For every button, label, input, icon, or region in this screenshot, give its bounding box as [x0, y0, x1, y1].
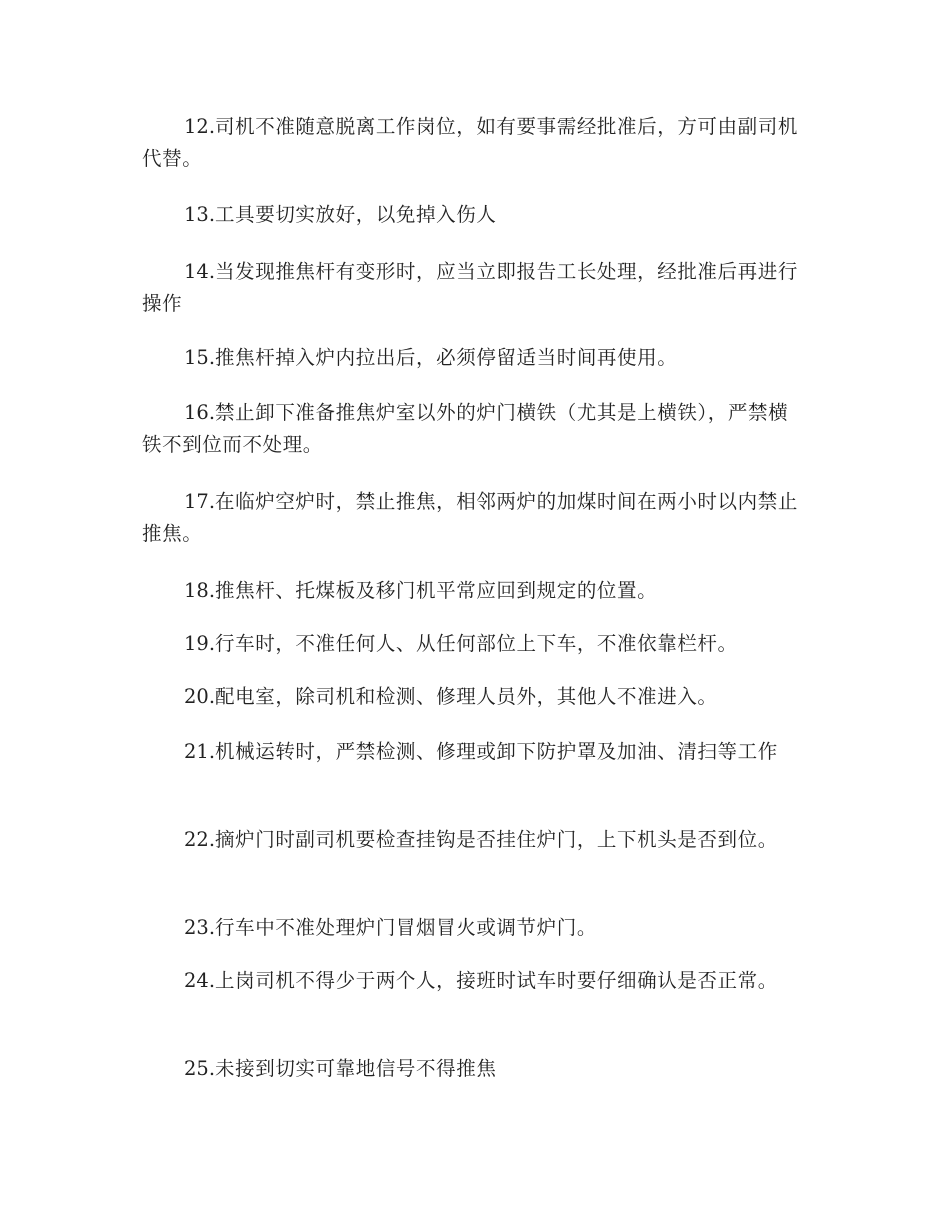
- item-text: 配电室，除司机和检测、修理人员外，其他人不准进入。: [215, 685, 718, 708]
- list-item: [142, 824, 807, 856]
- list-item: [142, 397, 807, 461]
- item-number: 15.: [184, 346, 216, 369]
- item-number: 23.: [184, 916, 216, 939]
- item-text: 推焦杆、托煤板及移门机平常应回到规定的位置。: [215, 579, 658, 602]
- item-number: 18.: [184, 579, 216, 602]
- item-text: 未接到切实可靠地信号不得推焦: [215, 1057, 497, 1080]
- item-text: 推焦杆掉入炉内拉出后，必须停留适当时间再使用。: [215, 346, 678, 369]
- item-text: 行车中不准处理炉门冒烟冒火或调节炉门。: [215, 916, 597, 939]
- list-item: [142, 486, 807, 550]
- list-item: [142, 199, 807, 231]
- item-number: 12.: [184, 115, 216, 138]
- list-item: [142, 1053, 807, 1085]
- item-number: 21.: [184, 740, 216, 763]
- item-number: 20.: [184, 685, 216, 708]
- item-text: 摘炉门时副司机要检查挂钩是否挂住炉门，上下机头是否到位。: [215, 828, 778, 851]
- item-number: 24.: [184, 969, 216, 992]
- list-item: [142, 681, 807, 713]
- item-number: 13.: [184, 203, 216, 226]
- item-text: 上岗司机不得少于两个人，接班时试车时要仔细确认是否正常。: [215, 969, 778, 992]
- item-number: 16.: [184, 401, 216, 424]
- item-number: 19.: [184, 632, 216, 655]
- list-item: [142, 736, 807, 768]
- item-text: 司机不准随意脱离工作岗位，如有要事需经批准后，方可由副司机代替。: [142, 115, 798, 170]
- item-text: 在临炉空炉时，禁止推焦，相邻两炉的加煤时间在两小时以内禁止推焦。: [142, 490, 798, 545]
- item-number: 22.: [184, 828, 216, 851]
- item-text: 工具要切实放好，以免掉入伤人: [215, 203, 497, 226]
- item-text: 禁止卸下准备推焦炉室以外的炉门横铁（尤其是上横铁），严禁横铁不到位而不处理。: [142, 401, 789, 456]
- item-text: 当发现推焦杆有变形时，应当立即报告工长处理，经批准后再进行操作: [142, 260, 798, 315]
- list-item: [142, 965, 807, 997]
- list-item: [142, 256, 807, 320]
- item-number: 14.: [184, 260, 216, 283]
- list-item: [142, 575, 807, 607]
- item-number: 25.: [184, 1057, 216, 1080]
- list-item: [142, 628, 807, 660]
- item-text: 机械运转时，严禁检测、修理或卸下防护罩及加油、清扫等工作: [215, 740, 778, 763]
- item-text: 行车时，不准任何人、从任何部位上下车，不准依靠栏杆。: [215, 632, 738, 655]
- item-number: 17.: [184, 490, 216, 513]
- list-item: [142, 342, 807, 374]
- list-item: [142, 111, 807, 175]
- list-item: [142, 912, 807, 944]
